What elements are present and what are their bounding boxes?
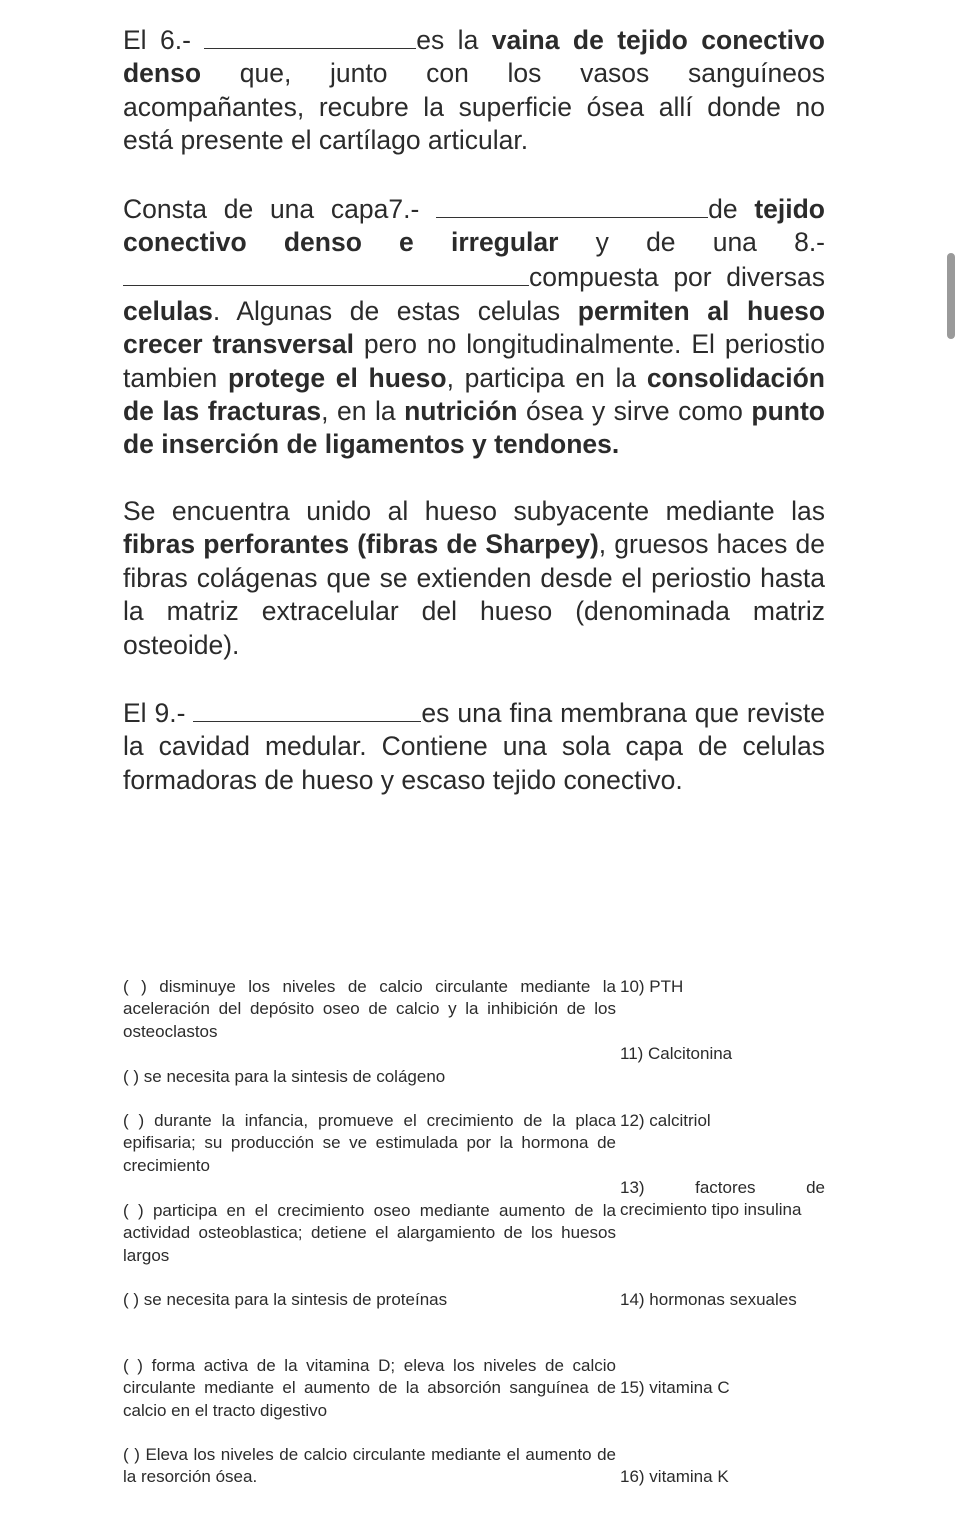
matching-option: 16) vitamina K <box>620 1467 729 1486</box>
matching-statement: ( ) durante la infancia, promueve el crecimiento de la placa epifisaria; su producción se ve estimulada por la hormona de crecimiento <box>123 1111 616 1175</box>
matching-statement: ( ) participa en el crecimiento oseo mediante aumento de la actividad osteoblastica; detiene el alargamiento de los huesos largos <box>123 1201 616 1265</box>
answer-blank-7[interactable] <box>436 191 708 218</box>
text-fragment: , gruesos haces de fibras colágenas que se extienden desde el periostio hasta la matriz extracelular del hueso (denominada matriz osteoide). <box>123 529 825 660</box>
bold-term: nutrición <box>404 396 518 427</box>
document-body <box>123 22 825 830</box>
matching-statement: ( ) Eleva los niveles de calcio circulante mediante el aumento de la resorción ósea. <box>123 1445 616 1487</box>
matching-statement: ( ) se necesita para la sintesis de proteínas <box>123 1290 448 1309</box>
text-fragment: El 9.- <box>123 697 186 728</box>
text-fragment: Consta de una capa7.- <box>123 193 420 224</box>
text-fragment: que, junto con los vasos sanguíneos acompañantes, recubre la superficie ósea allí donde no está presente el cartílago articular. <box>123 58 825 156</box>
text-fragment: es la <box>416 25 479 55</box>
text-fragment: y de una 8.- <box>595 227 825 258</box>
text-fragment: . Algunas de estas celulas <box>212 295 561 326</box>
answer-blank-8[interactable] <box>123 259 529 286</box>
text-fragment: compuesta por diversas <box>529 262 825 293</box>
answer-blank-6[interactable] <box>204 22 416 49</box>
text-fragment: ósea y sirve como <box>525 396 743 427</box>
matching-statement: ( ) disminuye los niveles de calcio circulante mediante la aceleración del depósito oseo de calcio y la inhibición de los osteoclastos <box>123 977 616 1041</box>
paragraph-capas <box>123 191 825 462</box>
matching-statement: ( ) se necesita para la sintesis de colágeno <box>123 1067 446 1086</box>
scrollbar[interactable] <box>947 253 955 339</box>
bold-term: tejido conectivo denso e irregular <box>123 193 825 258</box>
bold-term: protege el hueso <box>227 362 447 393</box>
text-fragment: de <box>708 193 738 224</box>
matching-option: 11) Calcitonina <box>620 1044 733 1063</box>
text-fragment: El 6.- <box>123 25 191 55</box>
matching-option: 15) vitamina C <box>620 1378 730 1397</box>
matching-statement: ( ) forma activa de la vitamina D; eleva los niveles de calcio circulante mediante el aumento de la absorción sanguínea de calcio en el tracto digestivo <box>123 1356 616 1420</box>
bold-term: celulas <box>123 295 213 326</box>
paragraph-sharpey <box>123 495 825 662</box>
text-fragment: pero no longitudinalmente. El periostio tambien <box>123 329 825 393</box>
text-fragment: Se encuentra unido al hueso subyacente mediante las <box>123 495 825 526</box>
text-fragment: es una fina membrana que reviste la cavidad medular. Contiene una sola capa de celulas formadoras de hueso y escaso tejido conectivo. <box>123 697 825 795</box>
matching-option: 12) calcitriol <box>620 1111 711 1130</box>
text-fragment: , en la <box>321 396 396 427</box>
matching-option: 14) hormonas sexuales <box>620 1290 797 1309</box>
paragraph-periostio <box>123 22 825 158</box>
bold-term: permiten al hueso crecer transversal <box>123 295 826 360</box>
paragraph-endostio <box>123 695 825 797</box>
bold-term: punto de inserción de ligamentos y tendones. <box>123 396 825 460</box>
matching-option: 13) factores de crecimiento tipo insulina <box>620 1178 825 1220</box>
bold-term: vaina de tejido conectivo denso <box>123 25 825 89</box>
matching-option: 10) PTH <box>620 977 684 996</box>
bold-term: fibras perforantes (fibras de Sharpey) <box>123 529 599 560</box>
answer-blank-9[interactable] <box>193 695 421 722</box>
bold-term: consolidación de las fracturas <box>123 362 825 427</box>
text-fragment: , participa en la <box>446 362 637 393</box>
